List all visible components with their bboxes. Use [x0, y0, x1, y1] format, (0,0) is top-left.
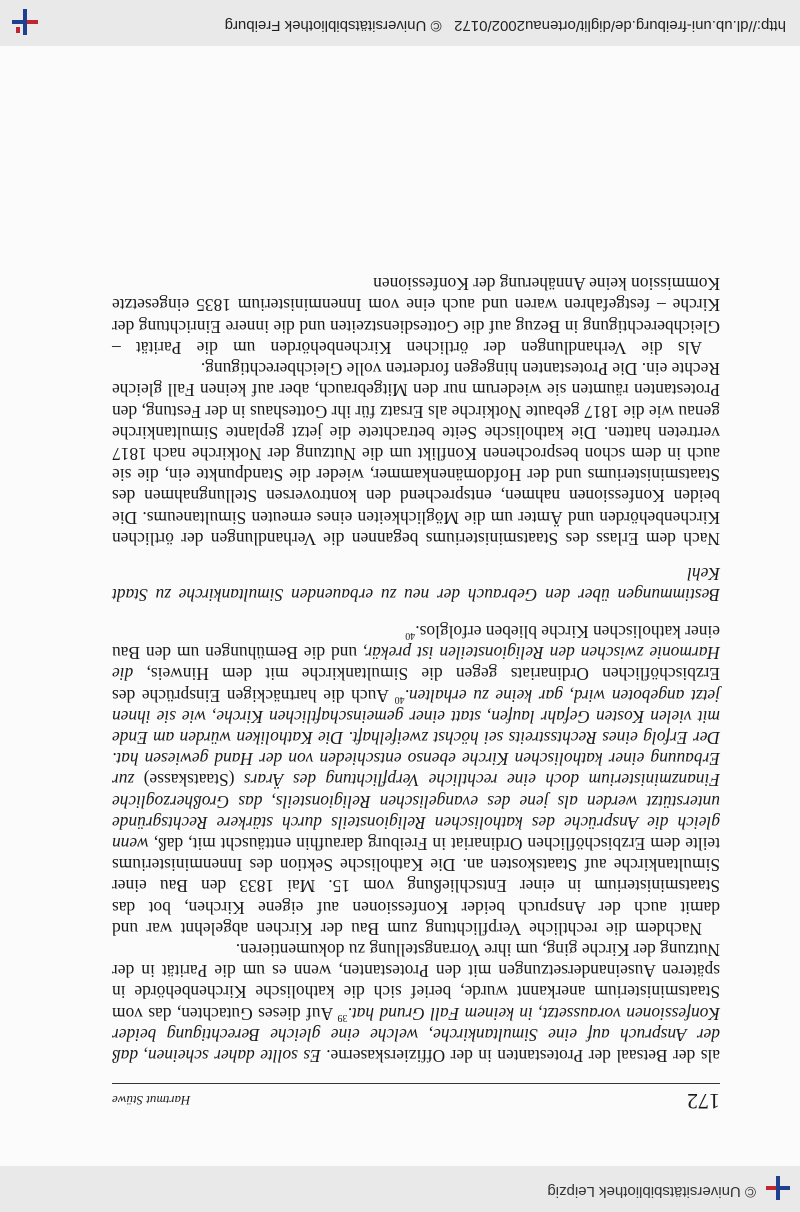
author-name: Hartmut Stüwe	[112, 1093, 191, 1108]
library-logo-icon	[764, 1174, 792, 1202]
running-head	[112, 1083, 720, 1118]
text-run: (Staatskasse)	[134, 770, 244, 791]
paragraph: Nach dem Erlass des Staatsministeriums begannen die Verhandlungen der örtlichen Kirchenbehörden und Ämter um die Möglichkeiten eines erneuten Simultaneums. Die beiden Konfessionen nahmen, entsprechend den kontroversen Stellungnahmen des Staatsministeriums und der Hofdomänenkammer, wieder die Standpunkte ein, die sie auch in dem schon besprochenen Konflikt um die Nutzung der Notkirche nach 1817 vertreten hatten. Die katholische Seite betrachtete die jetzt geplante Simultankirche genau wie die 1817 gebaute Notkirche als Ersatz für ihr Gotteshaus in der Festung, den Protestanten räumten sie wiederum nur den Mitgebrauch, aber auf keinen Fall gleiche Rechte ein. Die Protestanten hingegen forderten volle Gleichberechtigung.	[112, 359, 720, 549]
paragraph	[112, 621, 720, 939]
text-run: Auf dieses Gutachten, das vom Staatsministerium anerkannt wurde, berief sich die katholische Kirchenbehörde in späteren Auseinandersetzungen mit den Protestanten, wenn es um die Parität in der Nutzung der Kirche ging, um ihre Vorrangstellung zu dokumentieren.	[112, 939, 720, 1024]
footnote-marker: 39	[337, 1011, 348, 1023]
page-number: 172	[687, 1089, 720, 1114]
library-credit-bar	[0, 1165, 800, 1212]
source-url[interactable]	[225, 17, 786, 34]
text-run: als der Betsaal der Protestanten in der Offizierskaserne.	[320, 1046, 720, 1066]
section-heading: Bestimmungen über den Gebrauch der neu zu erbauenden Simultankirche zu Stadt Kehl	[112, 563, 720, 605]
text-run: und die Bemühungen um den Bau einer katholischen Kirche blieben erfolglos.	[112, 621, 720, 664]
source-url-bar	[0, 0, 800, 46]
text-run: Auch die hartnäckigen Einsprüche des Erzbischöflichen Ordinariats gegen die Simultankirche mit dem Hinweis,	[112, 664, 720, 706]
paragraph: Als die Verhandlungen der örtlichen Kirchenbehörden um die Parität – Gleichberechtigung in Bezug auf die Gottesdienstzeiten und die innere Einrichtung der Kirche – festgefahren waren und auch eine vom Innenministerium 1835 eingesetzte Kommission keine Annäherung der Konfessionen	[112, 274, 720, 358]
paragraph	[112, 939, 720, 1066]
footnote-marker: 40	[394, 693, 405, 705]
scanned-page	[0, 46, 800, 1166]
url-text: http://dl.ub.uni-freiburg.de/diglit/ortenau2002/0172	[454, 17, 786, 34]
library-credit: © Universitätsbibliothek Leipzig	[547, 1183, 756, 1200]
quotation: Es sollte daher scheinen, daß der Anspruch auf eine Simultankirche, welche eine gleiche Berechtigung beider Konfessionen voraussetzt, in keinem Fall Grund hat.	[112, 1003, 720, 1066]
text-run: Nachdem die rechtliche Verpflichtung zum Bau der Kirchen abgelehnt war und damit auch der Anspruch beider Konfessionen auf eigene Kirchen, bot das Staatsministerium in einer Entschließung vom 15. Mai 1833 den Bau einer Simultankirche auf Staatskosten an. Die Katholische Sektion des Innenministeriums teilte dem Erzbischöflichen Ordinariat in Freiburg daraufhin enttäuscht mit, daß,	[112, 833, 720, 939]
library-credit: © Universitätsbibliothek Freiburg	[224, 17, 442, 34]
footnote-marker: 40	[405, 629, 416, 641]
quotation: zur Erbauung einer katholischen Kirche ebenso entschieden von der Hand gewiesen hat. Der Erfolg eines Rechtsstreits sei höchst zweifelhaft. Die Katholiken würden am Ende mit vielen Kosten Gefahr laufen, statt einer gemeinschaftlichen Kirche, wie sie ihnen jetzt angeboten wird, gar keine zu erhalten.	[112, 685, 720, 791]
library-logo-icon	[10, 7, 40, 37]
body-text	[112, 273, 720, 1066]
quotation: die Harmonie zwischen den Religionsteilen ist prekär,	[112, 643, 720, 685]
quotation: wenn gleich die Ansprüche des katholischen Religionsteils durch stärkere Rechtsgründe unterstützt werden als jene des evangelischen Religionsteils, das Großherzogliche Finanzministerium doch eine rechtliche Verpflichtung des Ärars	[112, 770, 720, 854]
